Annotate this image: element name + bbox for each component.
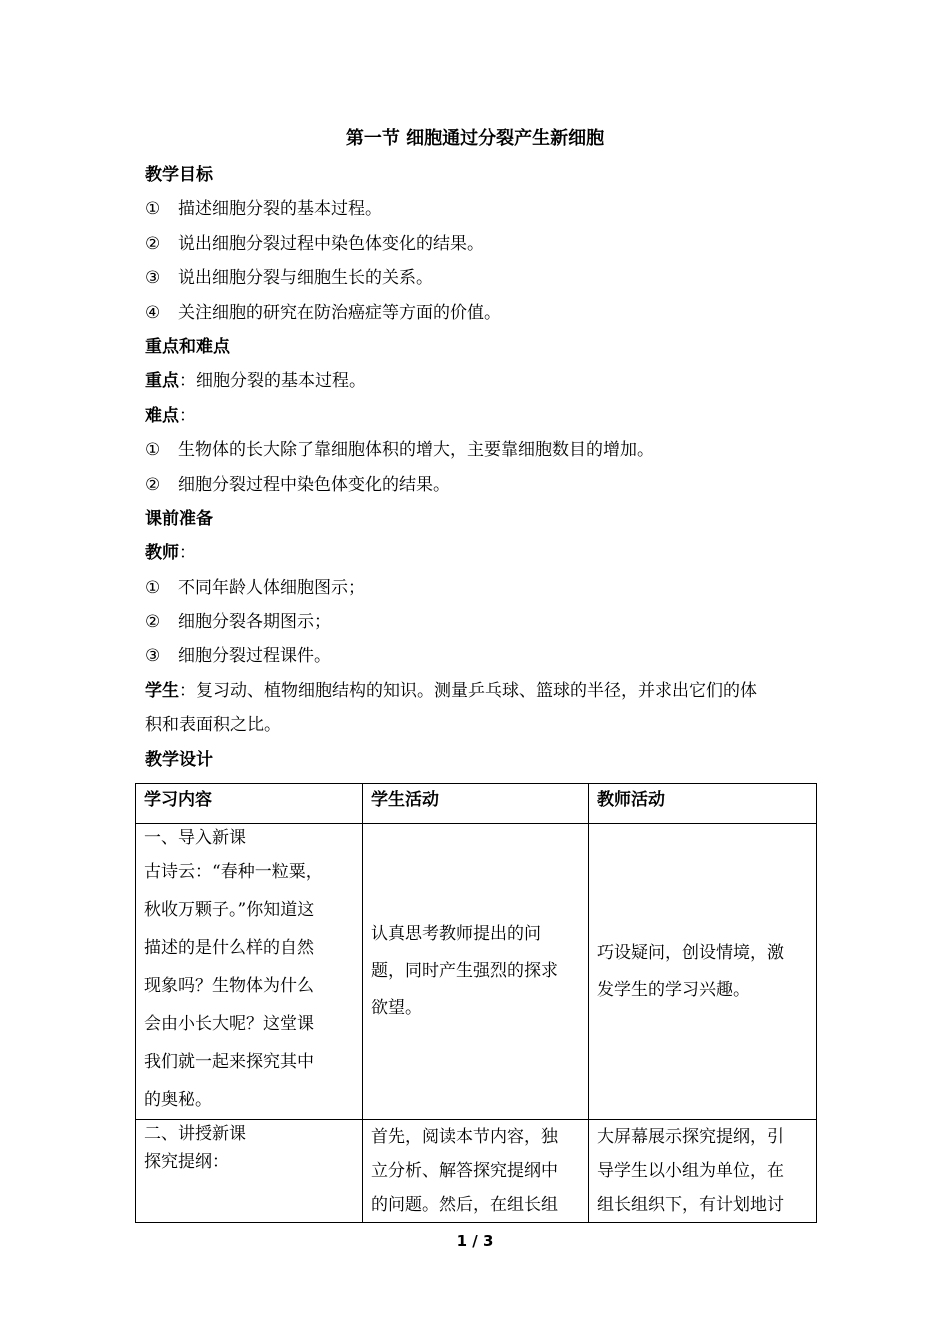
difficult-point-line [145,399,815,433]
table-cell-teacher [589,824,817,1120]
cell-line: 秋收万颗子。”你知道这 [144,900,315,920]
list-number: ① [145,440,161,461]
list-number: ① [145,199,161,220]
table-cell-student [363,1120,589,1223]
list-text: 细胞分裂过程中染色体变化的结果。 [178,474,450,495]
key-label: 重点 [145,371,179,392]
list-text: 说出细胞分裂与细胞生长的关系。 [178,268,433,289]
student-line-continued: 积和表面积之比。 [145,715,281,736]
list-number: ③ [145,646,161,667]
list-item [145,571,815,605]
cell-line: 古诗云：“春种一粒粟， [144,862,323,882]
teacher-line [145,536,815,570]
table-cell-student [363,824,589,1120]
column-header: 学生活动 [363,784,589,824]
cell-line: 欲望。 [371,998,422,1018]
table-cell-content [136,824,363,1120]
list-text: 关注细胞的研究在防治癌症等方面的价值。 [178,302,501,323]
cell-line: 组长组织下，有计划地讨 [597,1195,784,1215]
design-heading: 教学设计 [145,749,213,770]
design-table [135,783,817,1223]
key-text: ：细胞分裂的基本过程。 [179,371,366,392]
difficult-colon: ： [179,405,196,426]
list-text: 不同年龄人体细胞图示； [178,577,365,598]
list-text: 说出细胞分裂过程中染色体变化的结果。 [178,233,484,254]
cell-line: 现象吗？生物体为什么 [144,976,314,996]
student-text: ：复习动、植物细胞结构的知识。测量乒乓球、篮球的半径，并求出它们的体 [179,680,757,701]
list-item [145,192,815,226]
cell-line: 探究提纲： [144,1152,229,1172]
cell-line: 巧设疑问，创设情境，激 [597,942,784,963]
list-number: ① [145,577,161,598]
cell-line: 二、讲授新课 [144,1124,246,1144]
table-cell-content [136,1120,363,1223]
cell-line: 发学生的学习兴趣。 [597,979,750,1000]
cell-line: 大屏幕展示探究提纲，引 [597,1127,784,1147]
list-number: ④ [145,302,161,323]
page-number: 1 / 3 [456,1232,494,1250]
column-header: 教师活动 [589,784,817,824]
key-point-line [145,364,815,398]
cell-line: 认真思考教师提出的问 [371,924,541,944]
cell-line: 的奥秘。 [144,1090,212,1110]
teacher-label: 教师 [145,543,179,564]
list-item [145,433,815,467]
teacher-colon: ： [179,543,196,564]
list-text: 细胞分裂过程课件。 [178,646,331,667]
cell-line: 的问题。然后，在组长组 [371,1195,558,1215]
student-line [145,674,815,708]
list-number: ② [145,612,161,633]
key-points-heading: 重点和难点 [145,336,230,357]
list-number: ② [145,474,161,495]
preparation-heading: 课前准备 [145,508,213,529]
table-row [136,824,817,1120]
cell-line: 会由小长大呢？这堂课 [144,1014,314,1034]
list-item [145,296,815,330]
list-text: 描述细胞分裂的基本过程。 [178,199,382,220]
cell-line: 描述的是什么样的自然 [144,938,314,958]
table-row [136,1120,817,1223]
cell-line: 立分析、解答探究提纲中 [371,1161,558,1181]
page-title: 第一节 细胞通过分裂产生新细胞 [345,128,605,149]
cell-line: 首先，阅读本节内容，独 [371,1127,558,1147]
table-header-row [136,784,817,824]
objectives-heading: 教学目标 [145,165,213,185]
list-item [145,639,815,673]
cell-line: 一、导入新课 [144,828,246,848]
column-header: 学习内容 [136,784,363,824]
table-cell-teacher [589,1120,817,1223]
list-text: 生物体的长大除了靠细胞体积的增大，主要靠细胞数目的增加。 [178,440,654,461]
student-label: 学生 [145,680,179,701]
document-body [145,158,815,777]
difficult-label: 难点 [145,405,179,426]
cell-line: 我们就一起来探究其中 [144,1052,314,1072]
cell-line: 导学生以小组为单位，在 [597,1161,784,1181]
list-item [145,261,815,295]
list-number: ② [145,233,161,254]
list-item [145,227,815,261]
list-item [145,605,815,639]
list-number: ③ [145,268,161,289]
cell-line: 题，同时产生强烈的探求 [371,961,558,981]
list-text: 细胞分裂各期图示； [178,612,331,633]
list-item [145,468,815,502]
